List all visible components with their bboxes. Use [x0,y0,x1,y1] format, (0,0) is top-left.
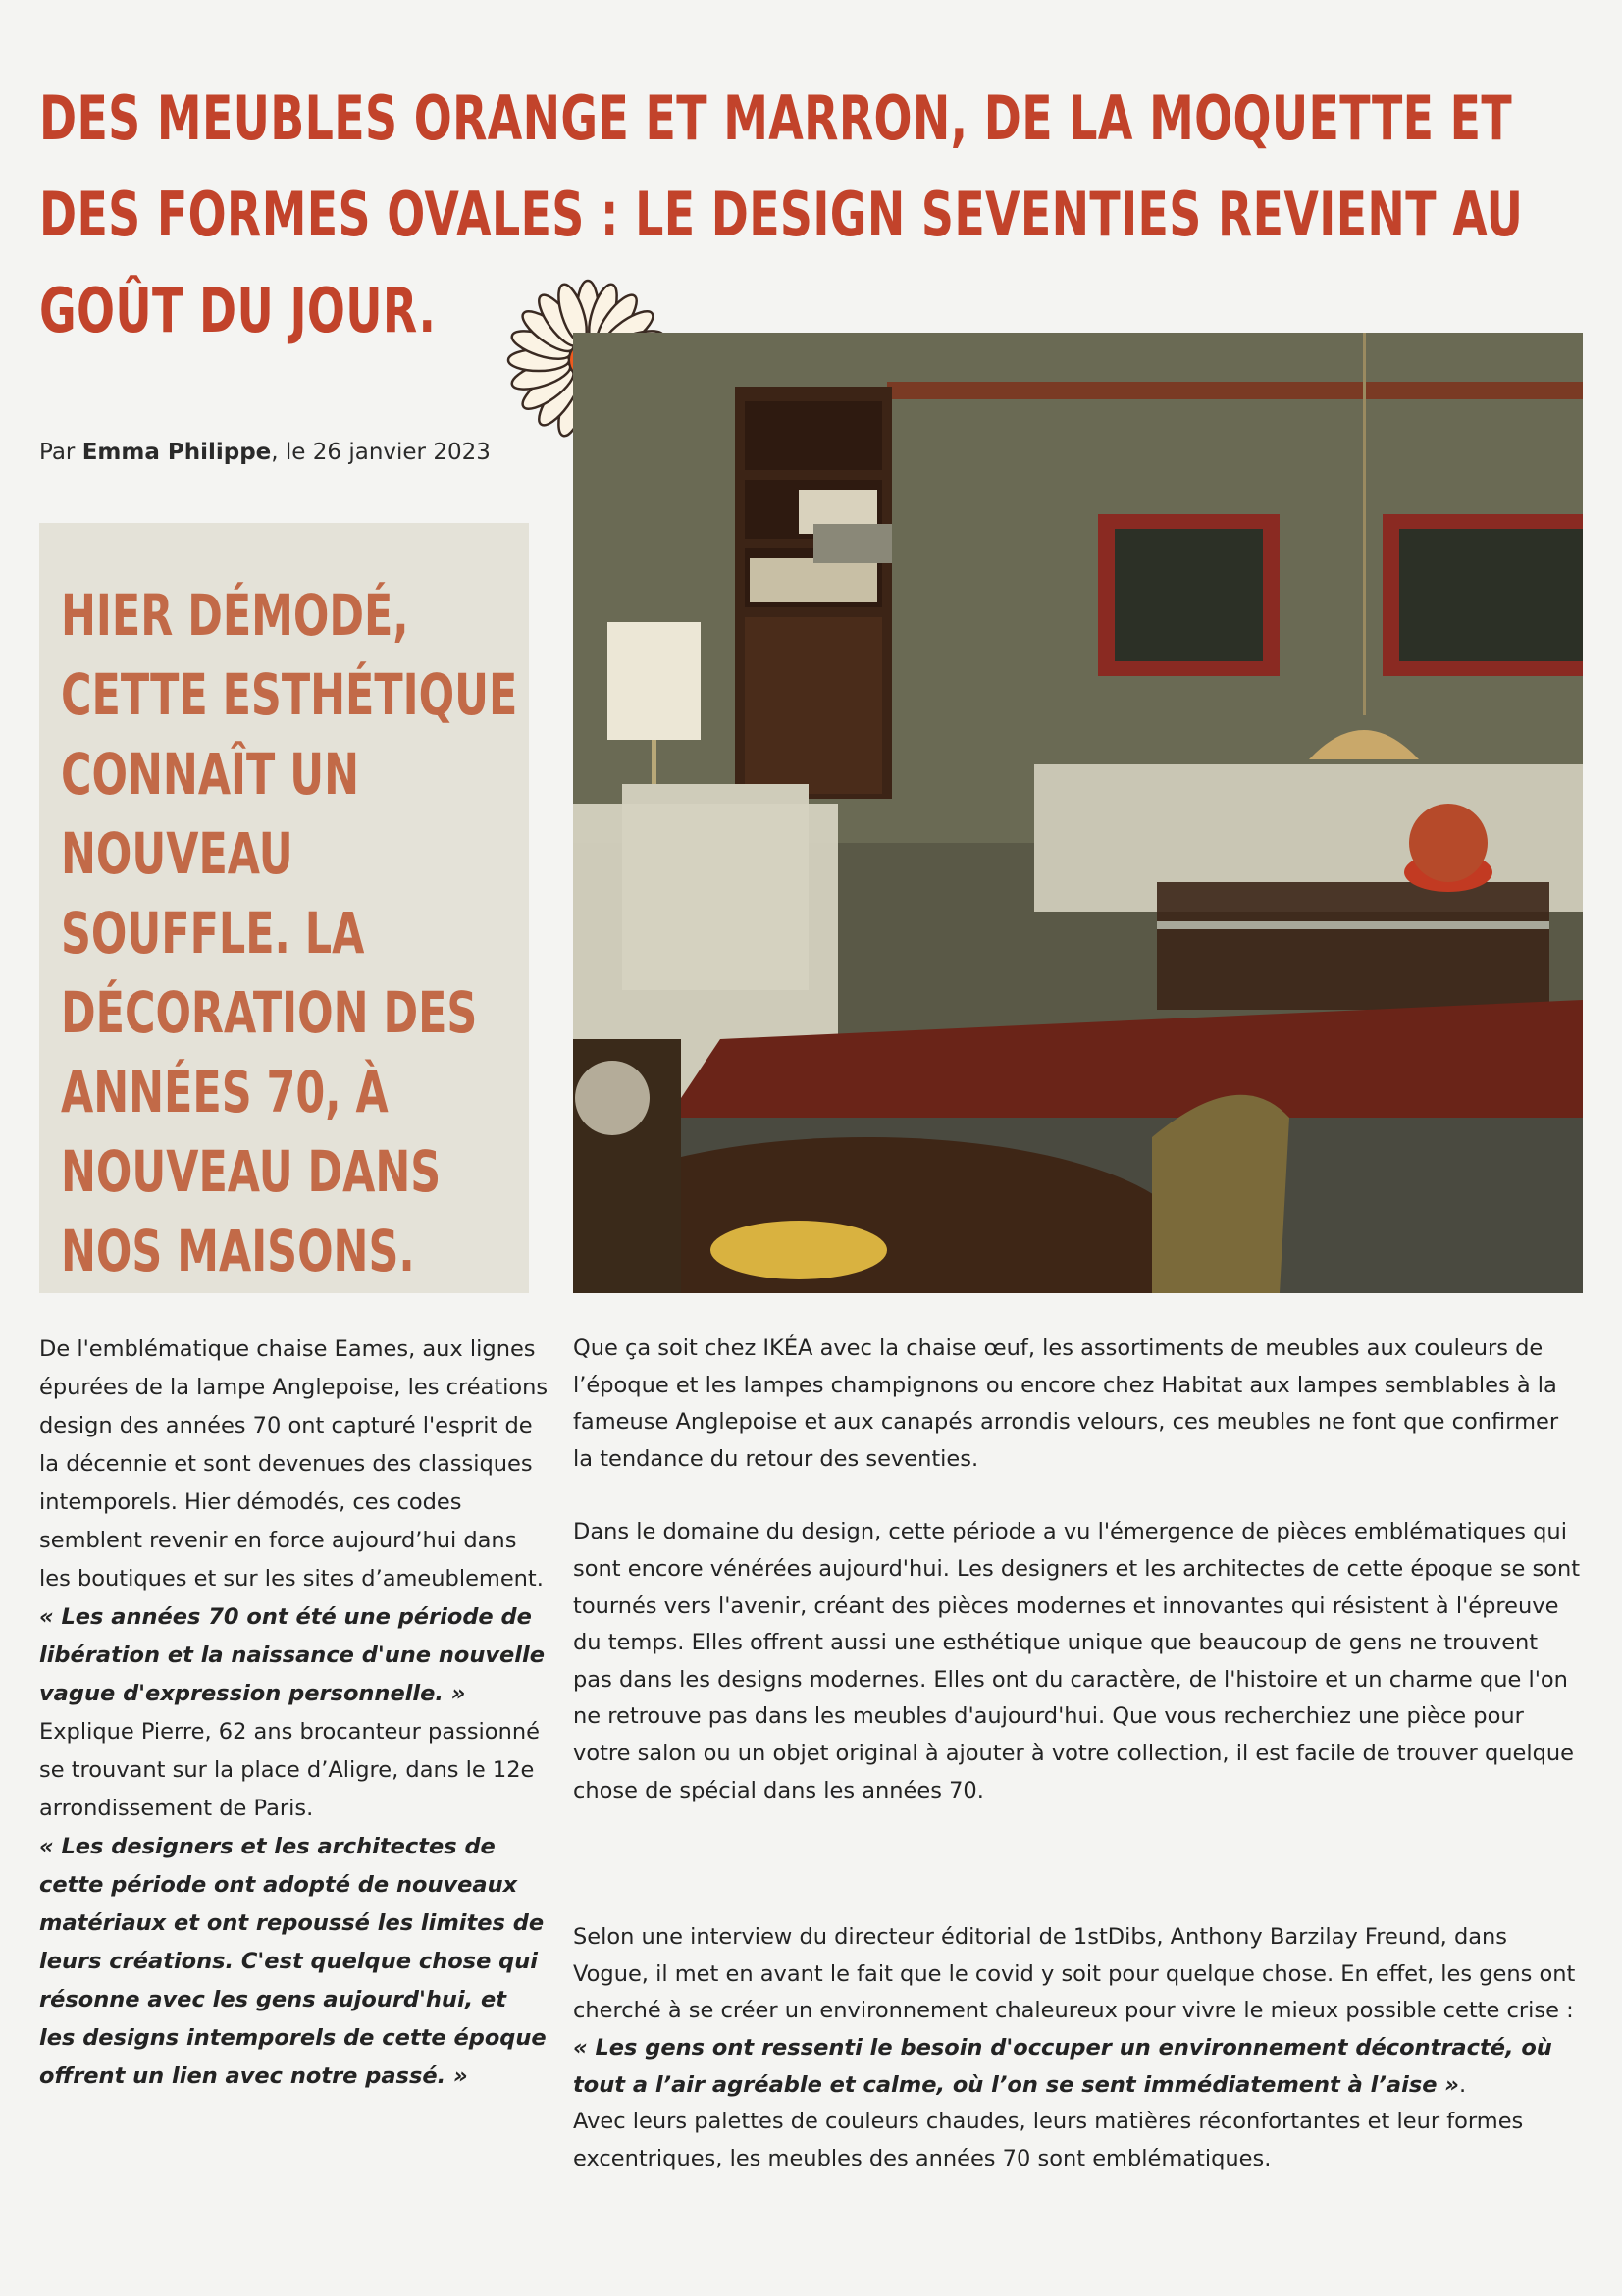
left-paragraph-1-end: Explique Pierre, 62 ans brocanteur passionné se trouvant sur la place d’Aligre, dans le 12e arrondissement de Paris. [39,1719,540,1821]
right-paragraph-2: Dans le domaine du design, cette période a vu l'émergence de pièces emblématiques qui sont encore vénérées aujourd'hui. Les designers et les architectes de cette époque se sont tournés vers l'avenir, créant des pièces modernes et innovantes qui résistent à l'épreuve du temps. Elles offrent aussi une esthétique unique que beaucoup de gens ne trouvent pas dans les designs modernes. Elles ont du caractère, de l'histoire et un charme que l'on ne retrouve pas dans les meubles d'aujourd'hui. Que vous recherchiez une pièce pour votre salon ou un objet original à ajouter à votre collection, il est facile de trouver quelque chose de spécial dans les années 70. [573,1519,1581,1803]
author-name: Emma Philippe [81,440,272,465]
left-quote-2: « Les designers et les architectes de cette période ont adopté de nouveaux matériaux et ont repoussé les limites de leurs créations. C'est quelque chose qui résonne avec les gens aujourd'hui, et les designs intemporels de cette époque offrent un lien avec notre passé. » [39,1834,547,2089]
right-paragraph-1: Que ça soit chez IKÉA avec la chaise œuf, les assortiments de meubles aux couleurs de l’époque et les lampes champignons ou encore chez Habitat aux lampes semblables à la fameuse Anglepoise et aux canapés arrondis velours, ces meubles ne font que confirmer la tendance du retour des seventies. [573,1335,1559,1472]
right-paragraph-4: Avec leurs palettes de couleurs chaudes, leurs matières réconfortantes et leur formes excentriques, les meubles des années 70 sont emblématiques. [573,2109,1524,2171]
left-column-text [39,1331,549,2096]
pull-quote: HIER DÉMODÉ, CETTE ESTHÉTIQUE CONNAÎT UN NOUVEAU SOUFFLE. LA DÉCORATION DES ANNÉES 70, À NOUVEAU DANS NOS MAISONS. [61,582,518,1284]
publish-date: , le 26 janvier 2023 [271,440,491,465]
byline [39,440,491,465]
right-paragraph-3 [573,1919,1584,2104]
left-quote-1: « Les années 70 ont été une période de libération et la naissance d'une nouvelle vague d'expression personnelle. » [39,1604,545,1706]
byline-prefix: Par [39,440,82,465]
right-paragraph-3-end: . [1458,2071,1467,2098]
left-paragraph-1: De l'emblématique chaise Eames, aux lignes épurées de la lampe Anglepoise, les créations design des années 70 ont capturé l'esprit de la décennie et sont devenues des classiques intemporels. Hier démodés, ces codes semblent revenir en force aujourd’hui dans les boutiques et sur les sites d’ameublement. [39,1336,549,1592]
seventies-living-room-photo [573,333,1583,1293]
right-column-text [573,1331,1584,2177]
right-paragraph-3-text: Selon une interview du directeur éditorial de 1stDibs, Anthony Barzilay Freund, dans Vogue, il met en avant le fait que le covid y soit pour quelque chose. En effet, les gens ont cherché à se créer un environnement chaleureux pour vivre le mieux possible cette crise : [573,1924,1576,2024]
right-quote: « Les gens ont ressenti le besoin d'occuper un environnement décontracté, où tout a l’air agréable et calme, où l’on se sent immédiatement à l’aise » [573,2034,1552,2098]
article-headline: DES MEUBLES ORANGE ET MARRON, DE LA MOQUETTE ET DES FORMES OVALES : LE DESIGN SEVENTIES REVIENT AU GOÛT DU JOUR. [39,82,1524,346]
